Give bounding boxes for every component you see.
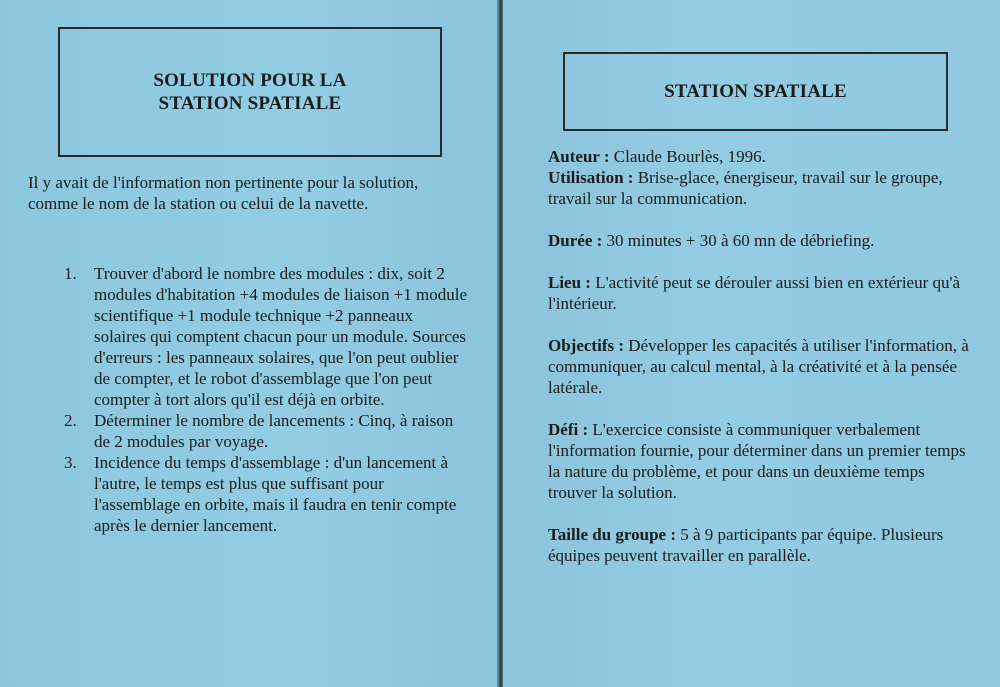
taille-row — [548, 524, 973, 566]
utilisation-value: Brise-glace, énergiseur, travail sur le groupe, travail sur la communication. — [548, 168, 943, 208]
lieu-row — [548, 272, 973, 314]
lieu-value: L'activité peut se dérouler aussi bien en extérieur qu'à l'intérieur. — [548, 273, 961, 313]
step-text: Trouver d'abord le nombre des modules : dix, soit 2 modules d'habitation +4 modules de liaison +1 module scientifique +1 module technique +2 panneaux solaires qui comptent chacun pour un module. Sources d'erreurs : les panneaux solaires, que l'on peut oublier de compter, et le robot d'assemblage que l'on peut compter à tort alors qu'il est déjà en orbite. — [94, 264, 468, 409]
taille-value: 5 à 9 participants par équipe. Plusieurs équipes peuvent travailler en parallèle. — [548, 525, 944, 565]
objectifs-value: Développer les capacités à utiliser l'information, à communiquer, au calcul mental, à la créativité et à la pensée latérale. — [548, 336, 969, 397]
auteur-label: Auteur : — [548, 147, 610, 166]
defi-row — [548, 419, 973, 503]
defi-label: Défi : — [548, 420, 589, 439]
solution-steps-list — [58, 263, 468, 536]
solution-step — [58, 263, 468, 410]
auteur-value: Claude Bourlès, 1996. — [609, 147, 766, 166]
step-text: Incidence du temps d'assemblage : d'un lancement à l'autre, le temps est plus que suffisant pour l'assemblage en orbite, mais il faudra en tenir compte après le dernier lancement. — [94, 453, 457, 535]
station-title: STATION SPATIALE — [664, 81, 847, 102]
step-number: 2. — [64, 411, 77, 430]
objectifs-label: Objectifs : — [548, 336, 625, 355]
lieu-label: Lieu : — [548, 273, 591, 292]
solution-title-box — [58, 27, 442, 157]
solution-step — [58, 452, 468, 536]
duree-label: Durée : — [548, 231, 603, 250]
left-page — [0, 0, 498, 687]
auteur-row — [548, 146, 973, 167]
solution-title-line-1: SOLUTION POUR LA — [153, 70, 347, 91]
step-text: Déterminer le nombre de lancements : Cinq, à raison de 2 modules par voyage. — [94, 411, 454, 451]
solution-step — [58, 410, 468, 452]
activity-info — [548, 146, 973, 587]
step-number: 1. — [64, 264, 77, 283]
utilisation-label: Utilisation : — [548, 168, 634, 187]
defi-value: L'exercice consiste à communiquer verbalement l'information fournie, pour déterminer dans un premier temps la nature du problème, et pour dans un deuxième temps trouver la solution. — [548, 420, 966, 502]
utilisation-row — [548, 167, 973, 209]
station-title-box — [563, 52, 948, 131]
objectifs-row — [548, 335, 973, 398]
step-number: 3. — [64, 453, 77, 472]
duree-row — [548, 230, 973, 251]
taille-label: Taille du groupe : — [548, 525, 677, 544]
solution-intro: Il y avait de l'information non pertinente pour la solution, comme le nom de la station ou celui de la navette. — [28, 173, 419, 213]
solution-title-line-2: STATION SPATIALE — [158, 93, 342, 114]
duree-value: 30 minutes + 30 à 60 mn de débriefing. — [602, 231, 875, 250]
